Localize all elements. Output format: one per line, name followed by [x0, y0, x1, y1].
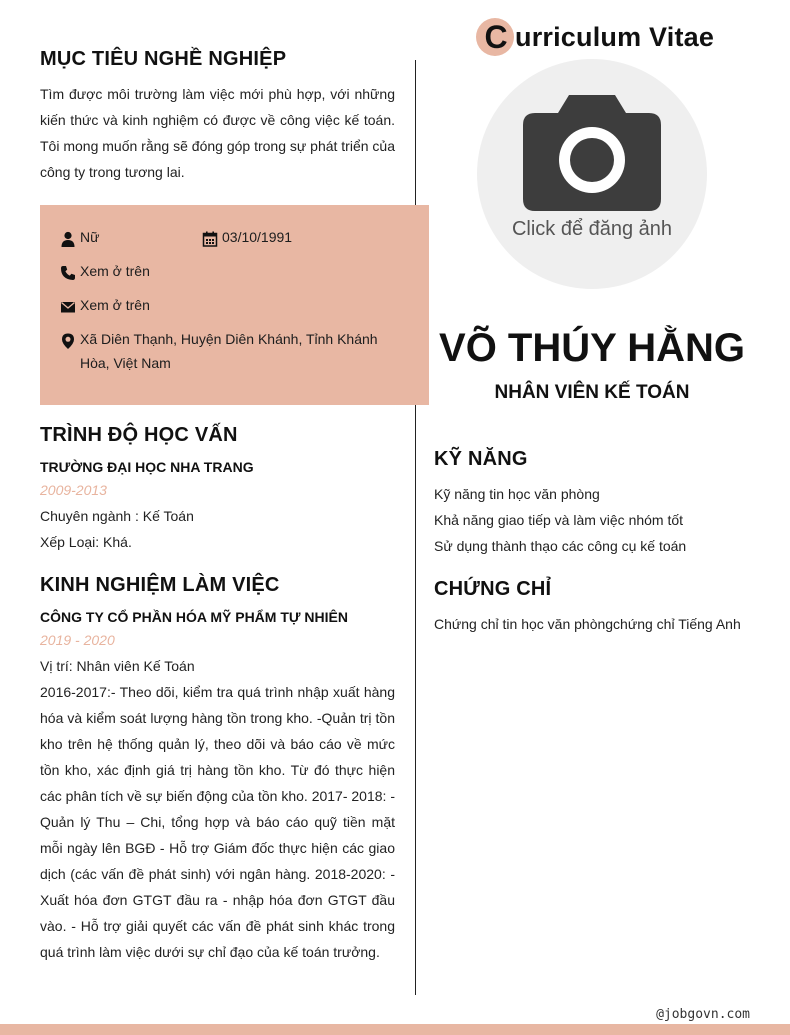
experience-description: 2016-2017:- Theo dõi, kiểm tra quá trình nhập xuất hàng hóa và kiểm soát lượng hàng tồn trong kho. -Quản trị tồn kho trên hệ thống quản lý, theo dõi và báo cáo về mức tồn kho, xác định giá trị hàng tồn kho. Từ đó thực hiện các phân tích về sự biến động của tồn kho. 2017- 2018: -Quản lý Thu – Chi, tổng hợp và báo cáo quỹ tiền mặt mỗi ngày lên BGĐ - Hỗ trợ Giám đốc thực hiện các giao dịch (các vấn đề phát sinh) với ngân hàng. 2018-2020: - Xuất hóa đơn GTGT đầu ra - nhập hóa đơn GTGT đầu vào. - Hỗ trợ giải quyết các vấn đề phát sinh khác trong quá trình làm việc dưới sự chỉ đạo của kế toán trưởng.: [40, 684, 395, 960]
address-line-1: Xã Diên Thạnh, Huyện Diên Khánh, Tỉnh Khánh: [80, 331, 378, 347]
birthday-value: 03/10/1991: [222, 229, 293, 245]
experience-position: Vị trí: Nhân viên Kế Toán: [40, 658, 195, 674]
certificates-text: Chứng chỉ tin học văn phòngchứng chỉ Tiếng Anh: [434, 616, 741, 632]
job-title: NHÂN VIÊN KẾ TOÁN: [494, 382, 690, 403]
phone-value: Xem ở trên: [80, 263, 150, 279]
school-name: TRƯỜNG ĐẠI HỌC NHA TRANG: [40, 459, 254, 475]
bottom-accent-bar: [0, 1024, 790, 1035]
photo-caption: Click để đăng ảnh: [511, 218, 673, 240]
address-row: [60, 331, 390, 375]
photo-upload[interactable]: [477, 59, 707, 289]
map-pin-icon: [60, 332, 76, 350]
gender-value: Nữ: [80, 229, 100, 245]
experience-heading: KINH NGHIỆM LÀM VIỆC: [40, 574, 280, 596]
full-name: VÕ THÚY HẰNG: [439, 326, 745, 370]
column-divider-bottom: [415, 405, 416, 995]
watermark: @jobgovn.com: [656, 1007, 750, 1022]
logo-letter: C: [484, 19, 508, 55]
contact-box: [40, 205, 429, 405]
skill-item: Sử dụng thành thạo các công cụ kế toán: [434, 538, 687, 554]
address-line-2: Hòa, Việt Nam: [80, 355, 171, 371]
cv-logo: [476, 18, 714, 56]
education-years: 2009-2013: [40, 482, 107, 498]
education-heading: TRÌNH ĐỘ HỌC VẤN: [40, 424, 238, 446]
camera-icon: [523, 93, 661, 213]
objective-text: Tìm được môi trường làm việc mới phù hợp, với những kiến thức và kinh nghiệm có được về công việc kế toán. Tôi mong muốn rằng sẽ đóng góp trong sự phát triển của công ty trong tương lai.: [40, 86, 395, 180]
gender-row: [60, 229, 99, 247]
logo-text: urriculum Vitae: [515, 21, 715, 52]
objective-heading: MỤC TIÊU NGHỀ NGHIỆP: [40, 48, 287, 70]
experience-years: 2019 - 2020: [40, 632, 115, 648]
email-value: Xem ở trên: [80, 297, 150, 313]
phone-icon: [60, 265, 76, 281]
calendar-icon: [202, 231, 218, 247]
phone-row: [60, 263, 150, 281]
logo-circle: [476, 18, 514, 56]
skill-item: Khả năng giao tiếp và làm việc nhóm tốt: [434, 512, 684, 528]
skills-list: [434, 481, 686, 559]
user-icon: [60, 231, 76, 247]
skill-item: Kỹ năng tin học văn phòng: [434, 486, 600, 502]
certificates-heading: CHỨNG CHỈ: [434, 578, 552, 600]
education-grade: Xếp Loại: Khá.: [40, 534, 132, 550]
email-row: [60, 297, 150, 315]
birthday-row: [202, 229, 292, 247]
skills-heading: KỸ NĂNG: [434, 448, 528, 470]
company-name: CÔNG TY CỔ PHẦN HÓA MỸ PHẨM TỰ NHIÊN: [40, 609, 348, 625]
column-divider-top: [415, 60, 416, 205]
education-major: Chuyên ngành : Kế Toán: [40, 508, 194, 524]
mail-icon: [60, 299, 76, 315]
